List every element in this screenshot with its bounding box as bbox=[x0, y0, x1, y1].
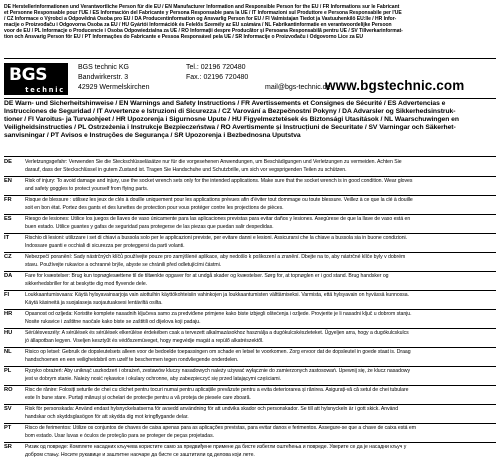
language-code: FR bbox=[4, 197, 12, 203]
language-code: IT bbox=[4, 235, 10, 241]
language-code: FI bbox=[4, 292, 10, 298]
language-code: SV bbox=[4, 406, 12, 412]
language-code: CZ bbox=[4, 254, 12, 260]
warning-text: Risk of injury: To avoid damage and injury, use the socket wrench sets only for the intended applications. Make sure that the socket wrench is in good condition. Wear gloves and safety goggles to protect yourself from flying parts. bbox=[25, 178, 413, 192]
divider bbox=[4, 98, 496, 99]
manufacturer-info-header bbox=[4, 4, 496, 40]
header-line: macije o Proizvođaču i Odgovorna Osoba za EU / HU Gyártói Információk és Felelős Személy az EU számára / NL Fabrikantinformatie en verantwoordelijke Persoon bbox=[4, 22, 392, 29]
warning-item-sr bbox=[4, 443, 496, 462]
warning-item-sv bbox=[4, 405, 496, 424]
warning-item-da bbox=[4, 272, 496, 291]
phone-number: Tel.: 02196 720480 bbox=[186, 64, 246, 71]
warning-item-nl bbox=[4, 348, 496, 367]
warning-text: Ryzyko obrażeń: Aby uniknąć uszkodzeń i obrażeń, zestawów kluczy nasadowych należy używać wyłącznie do zamierzonych zastosowań. Upewnij się, że klucz nasadowy jest w dobrym stanie. Należy nosić rękawice i okulary ochronne, aby zabezpieczyć się przed latającymi częściami. bbox=[25, 368, 410, 382]
company-street: Bandwirkerstr. 3 bbox=[78, 74, 129, 81]
warning-item-it bbox=[4, 234, 496, 253]
warning-text: Rischio di lesioni: utilizzare i set di chiavi a bussola solo per le applicazioni previste, per evitare danni e lesioni. Assicurarsi che la chiave a bussola sia in buone condizioni. Indossare guanti e occhiali di sicurezza per proteggersi da parti volanti. bbox=[25, 235, 408, 249]
warning-text: Risco de ferimentos: Utilize os conjuntos de chaves de caixa apenas para as aplicações previstas, para evitar danos e ferimentos. Assegure-se que a chave de caixa está em bom estado. Usar luvas e óculos de proteção para se proteger de peças projetadas. bbox=[25, 425, 416, 439]
warning-item-fr bbox=[4, 196, 496, 215]
warning-item-ro bbox=[4, 386, 496, 405]
warning-text: Nebezpečí poranění: Sady nástrčných klíčů používejte pouze pro zamýšlené aplikace, aby nedošlo k poškození a zranění. Dbejte na to, aby nástrčné klíče byly v dobrém stavu. Používejte rukavice a ochranné brýle, abyste se chránili před odletujícími částmi. bbox=[25, 254, 406, 268]
language-code: NL bbox=[4, 349, 12, 355]
warnings-title-line: Instrucciones de Seguridad / IT Avvertenze e Istruzioni di Sicurezza / CZ Varování a Bezpečnostní Pokyny / DA Advarsler og Sikkerhedsinstruk- bbox=[4, 108, 456, 115]
warning-text: Verletzungsgefahr: Verwenden Sie die Steckschlüsseläsätze nur für die vorgesehenen Anwendungen, um Beschädigungen und Verletzungen zu vermeiden. Achten Sie darauf, dass der Steckschlüssel in gutem Zustand ist. Tragen Sie Handschuhe und Schutzbrille, um sich vor vegsprigenden Teilen zu schützen. bbox=[25, 159, 402, 173]
header-line: / CZ Informace o Výrobci a Odpovědná Osoba pro EU / DA Producentinformation og Ansvarlig Person for EU / FI Valmistajan Tiedot ja Vastuuhenkilö EU:lle / HR Infor- bbox=[4, 16, 397, 23]
logo-text: BGS bbox=[9, 65, 48, 85]
company-contact bbox=[186, 63, 248, 83]
email-address[interactable]: mail@bgs-technic.de bbox=[265, 84, 331, 91]
language-code: ES bbox=[4, 216, 12, 222]
language-code: EN bbox=[4, 178, 12, 184]
header-line: DE Herstellerinformationen und Verantwortliche Person für die EU / EN Manufacturer Information and Responsible Person for the EU / FR Informations sur le Fabricant bbox=[4, 4, 400, 10]
company-city: 42929 Wermelskirchen bbox=[78, 84, 150, 91]
warning-item-de bbox=[4, 158, 496, 177]
header-line: et Personne Responsable pour l'UE / ES Información del Fabricante y Persona Responsable para la UE / IT Informazioni sul Produttore e Persona Responsabile per l'UE bbox=[4, 10, 402, 17]
bgs-logo bbox=[4, 63, 68, 95]
warning-item-hr bbox=[4, 310, 496, 329]
warning-item-pl bbox=[4, 367, 496, 386]
language-code: SR bbox=[4, 444, 12, 450]
warning-text: Risk för personskada: Använd endast hylsnyckelsatserna för avsedd användning för att undvika skador och personskador. Se till att hylsnyckeln är i gott skick. Använd handskar och skyddsglasögon för att skydda dig mot kringflygande delar. bbox=[25, 406, 399, 420]
logo-subtext: technic bbox=[25, 86, 65, 94]
language-code: HU bbox=[4, 330, 13, 336]
warnings-title-line: tioner / FI Varoitus- ja Turvaohjeet / HR Upozorenja i Sigurnosne Upute / HU Figyelmeztetések és Biztonsági Utasítások / NL Waarschuwingen en bbox=[4, 116, 459, 123]
language-code: RO bbox=[4, 387, 13, 393]
warning-text: Risc de rănire: Folosiți seturile de chei cu clichet pentru tocuri numai pentru aplicațiile prevăzute pentru a evita deteriorarea și rănirea. Asigurați-vă că setul de chei tubulare este în bune stare. Purtați mănuși și ochelari de protecție pentru a vă proteja de piesele care zboară. bbox=[25, 387, 409, 401]
warning-item-fi bbox=[4, 291, 496, 310]
header-line: tion och Ansvarig Person för EU / PT Informações do Fabricante e Pessoa Responsável pela UE / SR Informacije o Proizvođaču i Odgovorno Lice za EU bbox=[4, 34, 363, 41]
warning-item-es bbox=[4, 215, 496, 234]
warning-text: Loukkaantumisvaara: Käytä hylsyavainsarjoja vain aiottuihin käyttökohteisiin vahinkojen ja loukkaantumisten välttämiseksi. Varmista, että hylsyavain on hyvässä kunnossa. Käytä käsineitä ja suojalaseja suojautuaksesi lentäviltä osilta. bbox=[25, 292, 410, 306]
warning-text: Opasnost od ozljeda: Koristite komplete nasadnih ključeva samo za predviđene primjene kako biste izbjegli oštećenja i ozljede. Provjerite je li nasadni ključ u dobrom stanju. Nosite rukavice i zaštitne naočale kako biste se zaštitili od dijelova koji padaju. bbox=[25, 311, 412, 325]
website-url[interactable]: www.bgstechnic.com bbox=[325, 78, 465, 93]
warning-item-en bbox=[4, 177, 496, 196]
fax-number: Fax.: 02196 720480 bbox=[186, 74, 249, 81]
warning-text: Risque de blessure : utilisez les jeux de clés à douille uniquement pour les applications prévues afin d'éviter tout dommage ou toute blessure. Veillez à ce que la clé à douille soit en bon état. Portez des gants et des lunettes de protection pour vous protéger contre les projections de pièces. bbox=[25, 197, 413, 211]
language-code: PL bbox=[4, 368, 12, 374]
company-address bbox=[78, 63, 149, 93]
warnings-title bbox=[4, 100, 496, 140]
language-code: HR bbox=[4, 311, 13, 317]
divider bbox=[4, 156, 496, 157]
warning-item-cz bbox=[4, 253, 496, 272]
warning-item-pt bbox=[4, 424, 496, 443]
company-name: BGS technic KG bbox=[78, 64, 129, 71]
language-code: PT bbox=[4, 425, 12, 431]
warnings-title-line: Veiligheidsinstructies / PL Ostrzeżenia i Instrukcje Bezpieczeństwa / RO Avertismente și Instrucțiuni de Securitate / SV Varningar och Säkerhet- bbox=[4, 124, 456, 131]
language-code: DE bbox=[4, 159, 12, 165]
warning-item-hu bbox=[4, 329, 496, 348]
warning-list bbox=[4, 158, 496, 462]
warning-text: Risico op letsel: Gebruik de dopsleutelsets alleen voor de bedoelde toepassingen om schade en letsel te voorkomen. Zorg ervoor dat de dopsleutel in goede staat is. Draag handschoenen en een veiligheidsbril om uzelf te beschermen tegen rondvliegende onderdelen. bbox=[25, 349, 411, 363]
warning-text: Riesgo de lesiones: Utilice los juegos de llaves de vaso únicamente para las aplicaciones previstas para evitar daños y lesiones. Asegúrese de que la llave de vaso está en buen estado. Utilice guantes y gafas de seguridad para protegerse de las piezas que puedan salir despedidas. bbox=[25, 216, 411, 230]
divider bbox=[4, 58, 496, 59]
language-code: DA bbox=[4, 273, 13, 279]
warnings-title-line: sanvisningar / PT Avisos e Instruções de Segurança / SR Upozorenja i Bezbednosna Uputstva bbox=[4, 132, 301, 139]
warning-text: Sérülésveszély: A sérülések és sérülések elkerülése érdekében csak a tervezett alkalmazásokhoz használja a dugókulcskészleteket. Ügyeljen arra, hogy a dugókulcskulcs jó állapotban legyen. Viseljen kesztyűt és védőszemüveget, hogy megvédje magát a repülő alkatrészektől. bbox=[25, 330, 409, 344]
warning-text: Fare for kvæstelser: Brug kun topnøglesættene til de tiltænkte opgaver for at undgå skader og kvæstelser. Sørg for, at topnøglen er i god stand. Brug handsker og sikkerhedsbriller for at beskytte dig mod flyvende dele. bbox=[25, 273, 389, 287]
warnings-title-line: DE Warn- und Sicherheitshinweise / EN Warnings and Safety Instructions / FR Avertissements et Consignes de Sécurité / ES Advertencias e bbox=[4, 100, 446, 107]
warning-text: Ризик од повреде: Комплете насадних кључева користите само за предвиђене примене да бисте избегли оштећења и повреде. Уверите се да је насадни кључ у добром стању. Носите рукавице и заштитне наочаре да бисте се заштитили од делова који лете. bbox=[25, 444, 407, 458]
header-line: voor de EU / PL Informacje o Producencie i Osoba Odpowiedzialna za UE / RO Informații despre Producător și Persoana Responsabilă pentru UE / SV Tillverkarinformat- bbox=[4, 28, 403, 35]
